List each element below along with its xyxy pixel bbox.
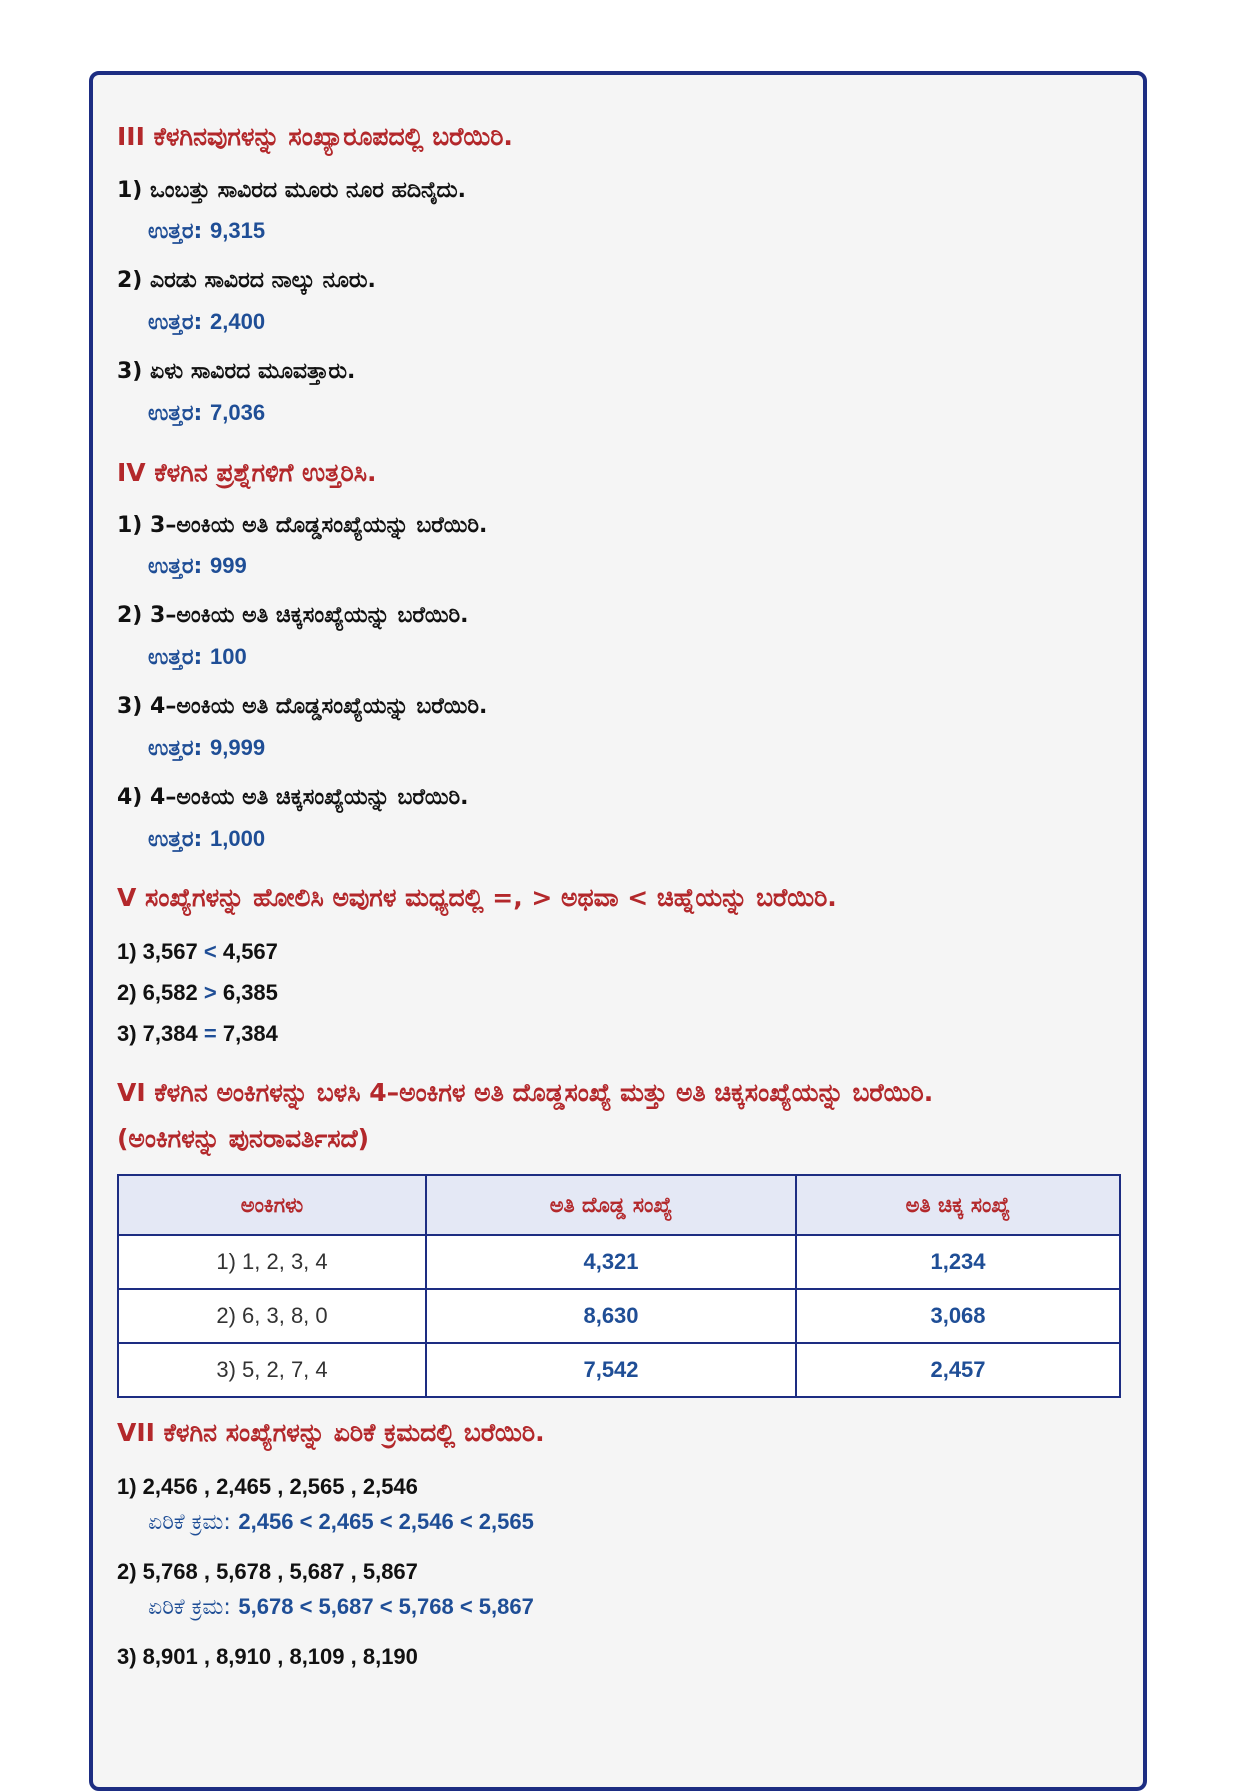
section-4-question-1: 1) 3–ಅಂಕಿಯ ಅತಿ ದೊಡ್ಡಸಂಖ್ಯೆಯನ್ನು ಬರೆಯಿರಿ.: [117, 513, 488, 538]
digits-cell: 2) 6, 3, 8, 0: [118, 1289, 426, 1343]
answer-value: 2,400: [210, 309, 266, 334]
section-3-question-1: 1) ಒಂಬತ್ತು ಸಾವಿರದ ಮೂರು ನೂರ ಹದಿನೈದು.: [117, 178, 467, 203]
section-7-title: VII ಕೆಳಗಿನ ಸಂಖ್ಯೆಗಳನ್ನು ಏರಿಕೆ ಕ್ರಮದಲ್ಲಿ ಬರೆಯಿರಿ.: [117, 1418, 545, 1447]
smallest-cell: 1,234: [796, 1235, 1120, 1289]
section-4-answer-3: [148, 735, 265, 761]
answer-value: 5,678 < 5,687 < 5,768 < 5,867: [238, 1594, 534, 1619]
answer-label: ಉತ್ತರ:: [148, 736, 203, 761]
comparison-right: 6,385: [222, 980, 278, 1005]
answer-label: ಏರಿಕೆ ಕ್ರಮ:: [148, 1595, 231, 1620]
section-3-answer-3: [148, 400, 265, 426]
digits-cell: 1) 1, 2, 3, 4: [118, 1235, 426, 1289]
section-7-question-3: 3) 8,901 , 8,910 , 8,109 , 8,190: [117, 1644, 418, 1669]
answer-value: 100: [210, 644, 247, 669]
header-digits: ಅಂಕಿಗಳು: [118, 1175, 426, 1235]
smallest-cell: 3,068: [796, 1289, 1120, 1343]
table-row: [118, 1235, 1120, 1289]
section-4-question-4: 4) 4–ಅಂಕಿಯ ಅತಿ ಚಿಕ್ಕಸಂಖ್ಯೆಯನ್ನು ಬರೆಯಿರಿ.: [117, 785, 469, 810]
comparison-sign: >: [203, 980, 217, 1005]
comparison-row: [117, 1021, 278, 1047]
answer-label: ಉತ್ತರ:: [148, 401, 203, 426]
table-header-row: [118, 1175, 1120, 1235]
section-7-question-2: 2) 5,768 , 5,678 , 5,687 , 5,867: [117, 1559, 418, 1584]
comparison-row: [117, 980, 278, 1006]
largest-cell: 4,321: [426, 1235, 796, 1289]
largest-cell: 8,630: [426, 1289, 796, 1343]
answer-value: 999: [210, 553, 247, 578]
section-5-title: V ಸಂಖ್ಯೆಗಳನ್ನು ಹೋಲಿಸಿ ಅವುಗಳ ಮಧ್ಯದಲ್ಲಿ =, > ಅಥವಾ < ಚಿಹ್ನೆಯನ್ನು ಬರೆಯಿರಿ.: [117, 883, 837, 912]
comparison-right: 7,384: [222, 1021, 278, 1046]
section-4-answer-1: [148, 553, 247, 579]
comparison-row: [117, 939, 278, 965]
answer-label: ಉತ್ತರ:: [148, 554, 203, 579]
section-3-title: III ಕೆಳಗಿನವುಗಳನ್ನು ಸಂಖ್ಯಾರೂಪದಲ್ಲಿ ಬರೆಯಿರಿ.: [117, 122, 513, 151]
section-7-answer-1: [148, 1509, 534, 1535]
header-smallest: ಅತಿ ಚಿಕ್ಕ ಸಂಖ್ಯೆ: [796, 1175, 1120, 1235]
smallest-cell: 2,457: [796, 1343, 1120, 1397]
section-3-question-2: 2) ಎರಡು ಸಾವಿರದ ನಾಲ್ಕು ನೂರು.: [117, 268, 376, 293]
section-4-title: IV ಕೆಳಗಿನ ಪ್ರಶ್ನೆಗಳಿಗೆ ಉತ್ತರಿಸಿ.: [117, 458, 377, 487]
section-6-title-line-1: VI ಕೆಳಗಿನ ಅಂಕಿಗಳನ್ನು ಬಳಸಿ 4–ಅಂಕಿಗಳ ಅತಿ ದೊಡ್ಡಸಂಖ್ಯೆ ಮತ್ತು ಅತಿ ಚಿಕ್ಕಸಂಖ್ಯೆಯನ್ನು ಬರೆಯಿರಿ.: [117, 1078, 934, 1107]
section-3-answer-1: [148, 218, 265, 244]
header-largest: ಅತಿ ದೊಡ್ಡ ಸಂಖ್ಯೆ: [426, 1175, 796, 1235]
answer-value: 1,000: [210, 826, 266, 851]
comparison-sign: =: [203, 1021, 217, 1046]
answer-label: ಉತ್ತರ:: [148, 310, 203, 335]
section-4-answer-4: [148, 826, 265, 852]
answer-label: ಏರಿಕೆ ಕ್ರಮ:: [148, 1510, 231, 1535]
digits-table: [117, 1174, 1121, 1398]
comparison-sign: <: [203, 939, 217, 964]
section-3-question-3: 3) ಏಳು ಸಾವಿರದ ಮೂವತ್ತಾರು.: [117, 359, 356, 384]
answer-value: 7,036: [210, 400, 266, 425]
answer-label: ಉತ್ತರ:: [148, 219, 203, 244]
section-4-question-2: 2) 3–ಅಂಕಿಯ ಅತಿ ಚಿಕ್ಕಸಂಖ್ಯೆಯನ್ನು ಬರೆಯಿರಿ.: [117, 603, 469, 628]
table-row: [118, 1343, 1120, 1397]
table-row: [118, 1289, 1120, 1343]
largest-cell: 7,542: [426, 1343, 796, 1397]
section-6-title-line-2: (ಅಂಕಿಗಳನ್ನು ಪುನರಾವರ್ತಿಸದೆ): [117, 1124, 370, 1153]
section-3-answer-2: [148, 309, 265, 335]
digits-cell: 3) 5, 2, 7, 4: [118, 1343, 426, 1397]
comparison-left: 1) 3,567: [117, 939, 198, 964]
answer-value: 2,456 < 2,465 < 2,546 < 2,565: [238, 1509, 534, 1534]
section-4-question-3: 3) 4–ಅಂಕಿಯ ಅತಿ ದೊಡ್ಡಸಂಖ್ಯೆಯನ್ನು ಬರೆಯಿರಿ.: [117, 694, 488, 719]
answer-label: ಉತ್ತರ:: [148, 827, 203, 852]
answer-value: 9,999: [210, 735, 266, 760]
comparison-left: 3) 7,384: [117, 1021, 198, 1046]
comparison-left: 2) 6,582: [117, 980, 198, 1005]
section-4-answer-2: [148, 644, 247, 670]
answer-label: ಉತ್ತರ:: [148, 645, 203, 670]
section-7-question-1: 1) 2,456 , 2,465 , 2,565 , 2,546: [117, 1474, 418, 1499]
answer-value: 9,315: [210, 218, 266, 243]
section-7-answer-2: [148, 1594, 534, 1620]
comparison-right: 4,567: [222, 939, 278, 964]
